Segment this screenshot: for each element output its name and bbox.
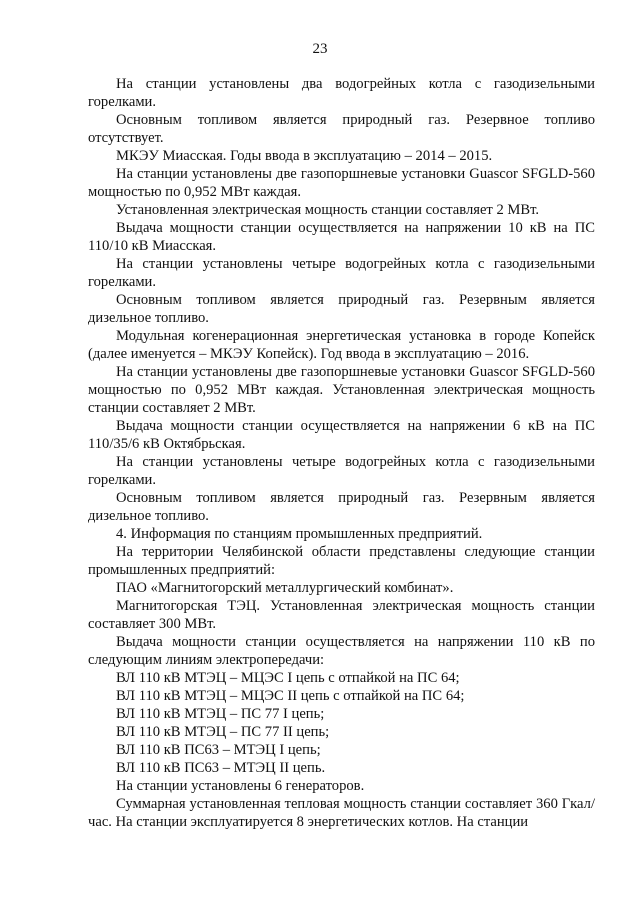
paragraph: Магнитогорская ТЭЦ. Установленная электрическая мощность станции составляет 300 МВт. — [88, 598, 595, 632]
paragraph: На станции установлены два водогрейных котла с газодизельными горелками. — [88, 76, 595, 110]
paragraph: Суммарная установленная тепловая мощность станции составляет 360 Гкал/час. На станции эксплуатируется 8 энергетических котлов. На станции — [88, 796, 595, 830]
page-number: 23 — [312, 41, 328, 57]
paragraph: На станции установлены две газопоршневые установки Guascor SFGLD-560 мощностью по 0,952 МВт каждая. — [88, 166, 595, 200]
paragraph: На станции установлены четыре водогрейных котла с газодизельными горелками. — [88, 454, 595, 488]
section-heading: 4. Информация по станциям промышленных предприятий. — [116, 526, 483, 542]
power-line-item: ВЛ 110 кВ МТЭЦ – ПС 77 II цепь; — [116, 724, 330, 740]
paragraph: На станции установлены две газопоршневые установки Guascor SFGLD-560 мощностью по 0,952 МВт каждая. Установленная электрическая мощность станции составляет 2 МВт. — [88, 364, 595, 416]
paragraph: Выдача мощности станции осуществляется на напряжении 10 кВ на ПС 110/10 кВ Миасская. — [88, 220, 595, 254]
power-line-item: ВЛ 110 кВ МТЭЦ – ПС 77 I цепь; — [116, 706, 325, 722]
power-line-item: ВЛ 110 кВ МТЭЦ – МЦЭС II цепь с отпайкой на ПС 64; — [116, 688, 465, 704]
paragraph: На территории Челябинской области представлены следующие станции промышленных предприятий: — [88, 544, 595, 578]
power-line-item: ВЛ 110 кВ ПС63 – МТЭЦ II цепь. — [116, 760, 326, 776]
paragraph: Основным топливом является природный газ. Резервное топливо отсутствует. — [88, 112, 595, 146]
power-line-item: ВЛ 110 кВ МТЭЦ – МЦЭС I цепь с отпайкой на ПС 64; — [116, 670, 460, 686]
paragraph: Модульная когенерационная энергетическая установка в городе Копейск (далее именуется – МКЭУ Копейск). Год ввода в эксплуатацию – 2016. — [88, 328, 595, 362]
paragraph: Установленная электрическая мощность станции составляет 2 МВт. — [116, 202, 540, 218]
paragraph: На станции установлены четыре водогрейных котла с газодизельными горелками. — [88, 256, 595, 290]
paragraph: Выдача мощности станции осуществляется на напряжении 110 кВ по следующим линиям электропередачи: — [88, 634, 595, 668]
power-line-item: ВЛ 110 кВ ПС63 – МТЭЦ I цепь; — [116, 742, 321, 758]
paragraph: Выдача мощности станции осуществляется на напряжении 6 кВ на ПС 110/35/6 кВ Октябрьская. — [88, 418, 595, 452]
paragraph: Основным топливом является природный газ. Резервным является дизельное топливо. — [88, 490, 595, 524]
paragraph: На станции установлены 6 генераторов. — [116, 778, 365, 794]
company-name: ПАО «Магнитогорский металлургический комбинат». — [116, 580, 454, 596]
body-text — [88, 75, 595, 831]
paragraph: МКЭУ Миасская. Годы ввода в эксплуатацию – 2014 – 2015. — [116, 148, 493, 164]
paragraph: Основным топливом является природный газ. Резервным является дизельное топливо. — [88, 292, 595, 326]
